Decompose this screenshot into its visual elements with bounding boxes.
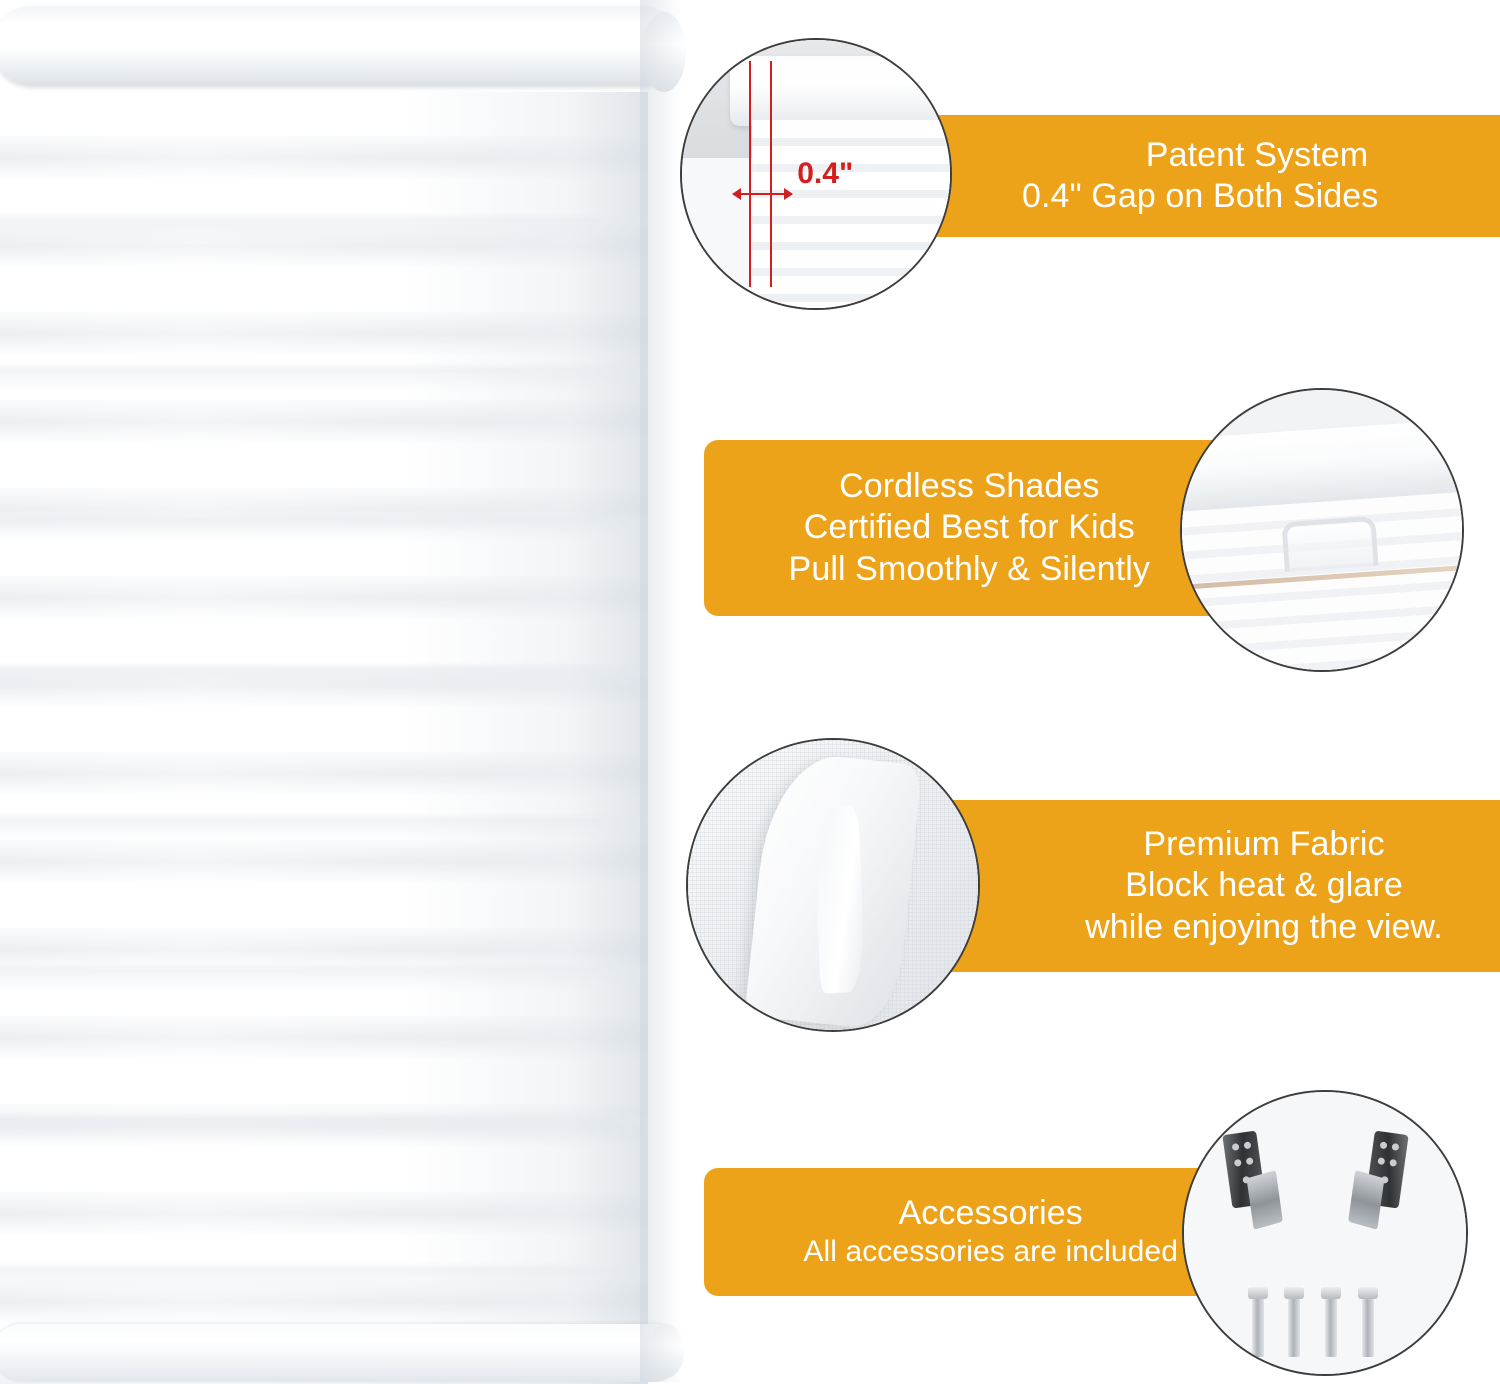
screw-1 — [1252, 1295, 1264, 1357]
fabric-fold-inner-detail — [814, 805, 866, 993]
product-photo — [0, 0, 680, 1382]
cordless-handle-closeup-image — [1180, 388, 1464, 672]
feature-fabric-line-3: while enjoying the view. — [1085, 907, 1443, 946]
premium-fabric-closeup-image — [686, 738, 980, 1032]
feature-fabric-line-2: Block heat & glare — [1125, 866, 1403, 905]
head-rail-detail — [730, 56, 952, 126]
feature-accessories-line-1: Accessories — [898, 1193, 1083, 1232]
bottom-rail-end-cap — [648, 1324, 684, 1378]
shade-head-rail — [0, 6, 682, 86]
feature-accessories-line-2: All accessories are included — [803, 1235, 1178, 1269]
shade-bottom-rail — [0, 1324, 682, 1382]
screw-4 — [1362, 1295, 1374, 1357]
feature-cordless-line-2: Certified Best for Kids — [803, 508, 1135, 547]
feature-fabric-text — [1028, 824, 1500, 948]
accessories-hardware-closeup-image — [1182, 1090, 1468, 1376]
gap-measure-arrow — [733, 193, 792, 195]
gap-measure-line-left — [749, 61, 751, 286]
feature-patent-text — [1022, 135, 1500, 218]
feature-cordless-line-3: Pull Smoothly & Silently — [788, 549, 1150, 588]
feature-patent-line-1: Patent System — [1145, 135, 1369, 174]
screw-2 — [1288, 1295, 1300, 1357]
pull-handle-detail — [1281, 516, 1378, 572]
patent-gap-closeup-image — [680, 38, 952, 310]
gap-measure-line-right — [770, 61, 772, 286]
screw-3 — [1325, 1295, 1337, 1357]
shade-fabric-detail — [752, 120, 952, 308]
feature-fabric-line-1: Premium Fabric — [1143, 824, 1385, 863]
gap-measure-label: 0.4" — [797, 157, 854, 190]
shade-fabric — [0, 92, 648, 1384]
feature-cordless-line-1: Cordless Shades — [839, 466, 1100, 505]
feature-cordless-text — [789, 466, 1150, 590]
feature-patent-line-2: 0.4" Gap on Both Sides — [1022, 177, 1379, 215]
feature-callout-column — [680, 0, 1500, 1382]
feature-accessories-text — [803, 1193, 1178, 1271]
